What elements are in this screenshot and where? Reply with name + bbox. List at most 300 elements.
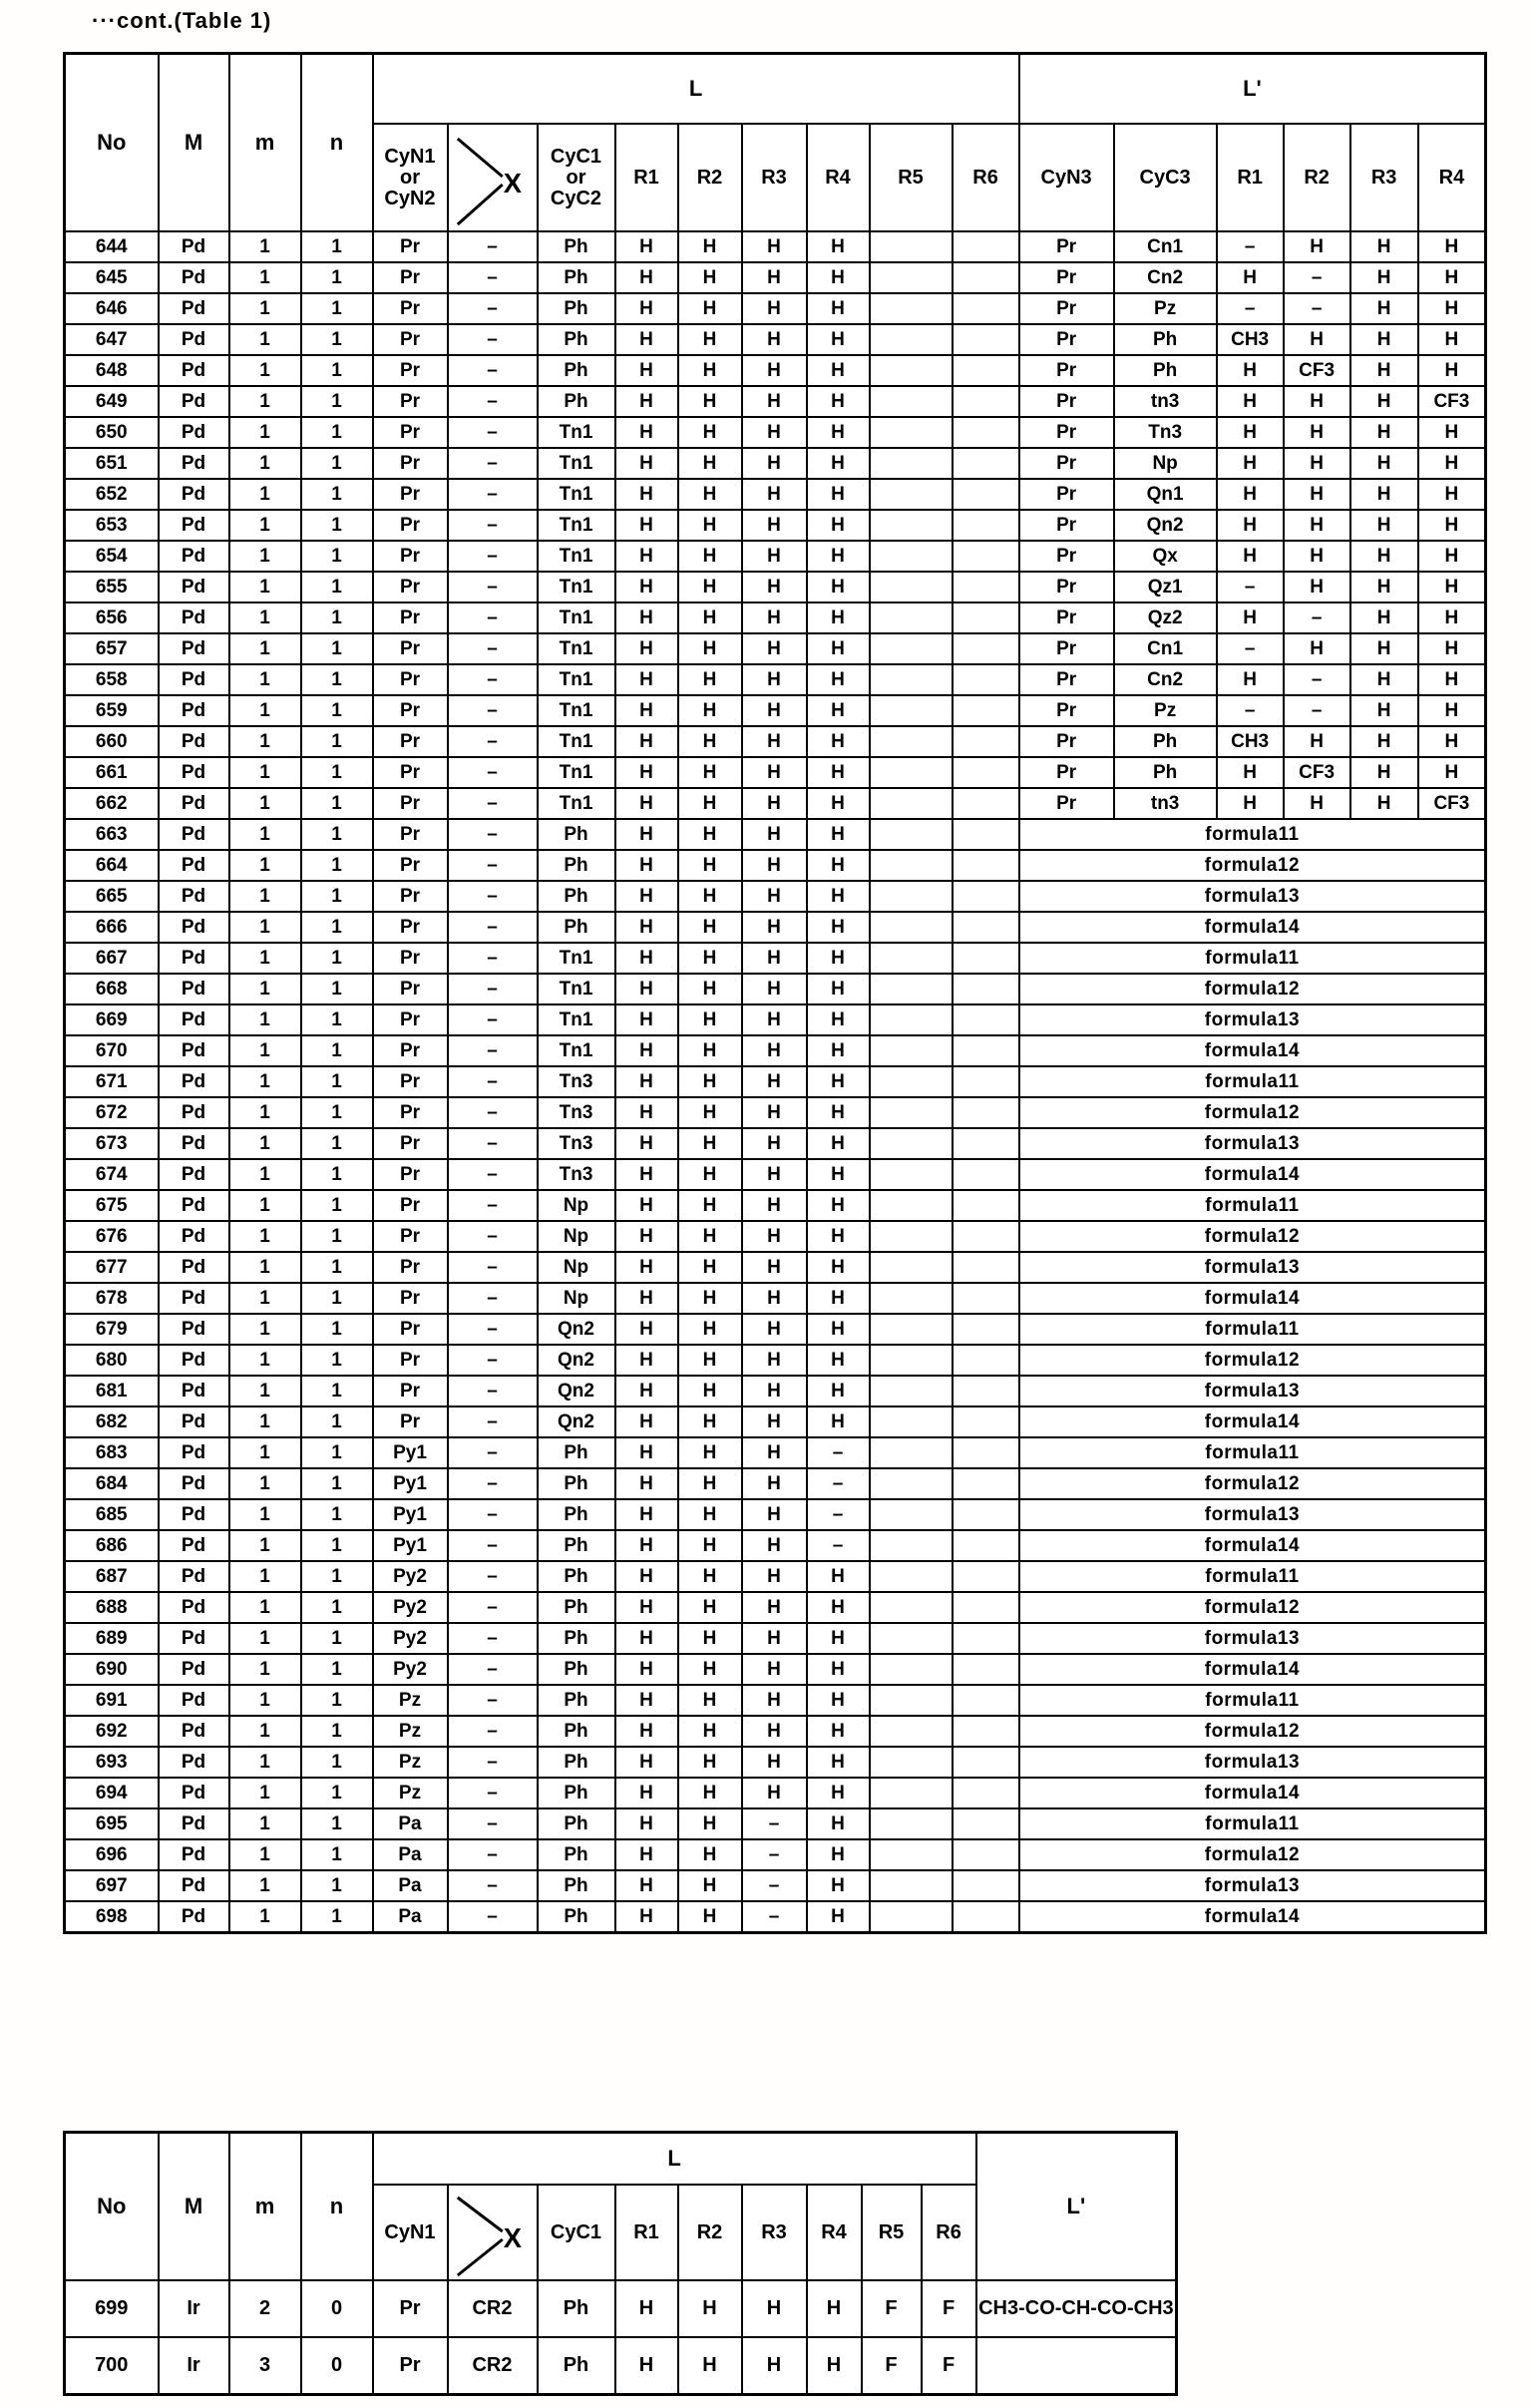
header-r2: R2 bbox=[678, 124, 742, 231]
cell-r5 bbox=[870, 1778, 953, 1808]
cell-n: 1 bbox=[301, 262, 373, 293]
cell-cyc1: Ph bbox=[538, 1561, 615, 1592]
cell-no: 698 bbox=[65, 1901, 159, 1933]
cell-r3: H bbox=[742, 1592, 807, 1623]
cell-cyn3: Pr bbox=[1019, 324, 1114, 355]
table-row bbox=[65, 1406, 1486, 1437]
cell-lprime-formula: formula14 bbox=[1019, 1530, 1486, 1561]
cell-r5 bbox=[870, 262, 953, 293]
cell-r5 bbox=[870, 1437, 953, 1468]
table-row bbox=[65, 293, 1486, 324]
cell-cyn1: Pr bbox=[373, 293, 448, 324]
table-row bbox=[65, 324, 1486, 355]
cell-cyc3: Qn1 bbox=[1114, 479, 1217, 510]
cell-r5 bbox=[870, 1283, 953, 1314]
table-row bbox=[65, 448, 1486, 479]
cell-r1: H bbox=[615, 850, 678, 881]
cell-cyc3: Qz2 bbox=[1114, 602, 1217, 633]
cell-r4: H bbox=[807, 1004, 870, 1035]
cell-r4: H bbox=[807, 386, 870, 417]
cell-r1: H bbox=[615, 695, 678, 726]
cell-x: – bbox=[448, 1314, 538, 1345]
cell-lp-r3: H bbox=[1350, 231, 1418, 262]
table-row bbox=[65, 572, 1486, 602]
cell-r4: H bbox=[807, 1035, 870, 1066]
cell-lprime-formula: formula14 bbox=[1019, 1283, 1486, 1314]
cell-cyc3: Qn2 bbox=[1114, 510, 1217, 541]
cell-r4: H bbox=[807, 1283, 870, 1314]
cell-x: – bbox=[448, 819, 538, 850]
cell-r6 bbox=[953, 262, 1019, 293]
cell-x: – bbox=[448, 448, 538, 479]
cell-lp-r1: CH3 bbox=[1217, 726, 1284, 757]
cell-r4: H bbox=[807, 850, 870, 881]
cell-metal: Pd bbox=[159, 1159, 229, 1190]
cell-cyc1: Tn3 bbox=[538, 1097, 615, 1128]
cell-r2: H bbox=[678, 1283, 742, 1314]
cell-r3: – bbox=[742, 1808, 807, 1839]
cell-cyn3: Pr bbox=[1019, 510, 1114, 541]
cell-lp-r3: H bbox=[1350, 262, 1418, 293]
cell-r3: H bbox=[742, 1530, 807, 1561]
cell-cyc3: Cn1 bbox=[1114, 633, 1217, 664]
cell-r6 bbox=[953, 881, 1019, 912]
cell-r1: H bbox=[615, 417, 678, 448]
cell-r3: H bbox=[742, 1406, 807, 1437]
cell-r3: H bbox=[742, 943, 807, 974]
cell-lprime-formula: formula12 bbox=[1019, 1716, 1486, 1747]
cell-cyn3: Pr bbox=[1019, 726, 1114, 757]
cell-metal: Pd bbox=[159, 1685, 229, 1716]
cell-n: 1 bbox=[301, 726, 373, 757]
cell-x: – bbox=[448, 850, 538, 881]
cell-x: – bbox=[448, 1128, 538, 1159]
cell-m: 1 bbox=[229, 1035, 301, 1066]
table-row bbox=[65, 355, 1486, 386]
cell-no: 656 bbox=[65, 602, 159, 633]
table-row bbox=[65, 1283, 1486, 1314]
cell-m: 1 bbox=[229, 1870, 301, 1901]
cell-r6 bbox=[953, 1685, 1019, 1716]
cell-lp-r4: H bbox=[1418, 541, 1486, 572]
cell-x: – bbox=[448, 417, 538, 448]
cell-metal: Pd bbox=[159, 1314, 229, 1345]
cell-r6: F bbox=[922, 2280, 976, 2337]
cell-r6 bbox=[953, 1437, 1019, 1468]
cell-cyc1: Tn1 bbox=[538, 448, 615, 479]
cell-lp-r1: H bbox=[1217, 355, 1284, 386]
cell-m: 1 bbox=[229, 1561, 301, 1592]
cell-n: 1 bbox=[301, 1901, 373, 1933]
cell-r1: H bbox=[615, 912, 678, 943]
cell-m: 1 bbox=[229, 355, 301, 386]
cell-r4: H bbox=[807, 602, 870, 633]
cell-m: 1 bbox=[229, 850, 301, 881]
cell-no: 660 bbox=[65, 726, 159, 757]
cell-r2: H bbox=[678, 633, 742, 664]
cell-no: 650 bbox=[65, 417, 159, 448]
cell-m: 1 bbox=[229, 974, 301, 1004]
cell-r6 bbox=[953, 1376, 1019, 1406]
cell-lp-r3: H bbox=[1350, 695, 1418, 726]
cell-n: 1 bbox=[301, 757, 373, 788]
cell-m: 1 bbox=[229, 1345, 301, 1376]
cell-r6 bbox=[953, 912, 1019, 943]
cell-no: 652 bbox=[65, 479, 159, 510]
cell-cyc1: Tn1 bbox=[538, 417, 615, 448]
cell-r5 bbox=[870, 1221, 953, 1252]
cell-r2: H bbox=[678, 293, 742, 324]
table-row bbox=[65, 757, 1486, 788]
cell-n: 1 bbox=[301, 510, 373, 541]
cell-no: 688 bbox=[65, 1592, 159, 1623]
cell-cyn1: Pr bbox=[373, 974, 448, 1004]
cell-r5 bbox=[870, 355, 953, 386]
table-row bbox=[65, 602, 1486, 633]
cell-no: 680 bbox=[65, 1345, 159, 1376]
cell-cyn1: Pr bbox=[373, 912, 448, 943]
table-row bbox=[65, 1530, 1486, 1561]
cell-metal: Pd bbox=[159, 1283, 229, 1314]
header-l-group: L bbox=[373, 2133, 976, 2186]
cell-r1: H bbox=[615, 1808, 678, 1839]
cell-r3: H bbox=[742, 1437, 807, 1468]
cell-n: 0 bbox=[301, 2337, 373, 2395]
cell-cyc1: Np bbox=[538, 1190, 615, 1221]
cell-x: – bbox=[448, 664, 538, 695]
cell-r4: H bbox=[807, 757, 870, 788]
cell-r3: H bbox=[742, 819, 807, 850]
cell-r6 bbox=[953, 1623, 1019, 1654]
cell-n: 1 bbox=[301, 1839, 373, 1870]
cell-m: 1 bbox=[229, 1283, 301, 1314]
cell-r2: H bbox=[678, 1716, 742, 1747]
cell-n: 1 bbox=[301, 1097, 373, 1128]
cell-r5 bbox=[870, 448, 953, 479]
cell-r4: H bbox=[807, 1252, 870, 1283]
cell-cyc3: Np bbox=[1114, 448, 1217, 479]
cell-r4: H bbox=[807, 974, 870, 1004]
cell-lprime-formula: formula12 bbox=[1019, 1221, 1486, 1252]
cell-x: – bbox=[448, 1190, 538, 1221]
cell-r4: H bbox=[807, 943, 870, 974]
cell-m: 1 bbox=[229, 1747, 301, 1778]
cell-m: 1 bbox=[229, 788, 301, 819]
cell-r2: H bbox=[678, 231, 742, 262]
cell-r4: H bbox=[807, 293, 870, 324]
cell-lp-r2: H bbox=[1284, 479, 1350, 510]
cell-r1: H bbox=[615, 943, 678, 974]
cell-cyn1: Pr bbox=[373, 1159, 448, 1190]
cell-x: – bbox=[448, 726, 538, 757]
cell-lp-r1: – bbox=[1217, 293, 1284, 324]
cell-n: 1 bbox=[301, 1623, 373, 1654]
cell-r5 bbox=[870, 1716, 953, 1747]
cell-cyn1: Pr bbox=[373, 1221, 448, 1252]
cell-metal: Pd bbox=[159, 572, 229, 602]
cell-no: 646 bbox=[65, 293, 159, 324]
cell-x: CR2 bbox=[448, 2337, 538, 2395]
cell-r6 bbox=[953, 417, 1019, 448]
cell-x: – bbox=[448, 1468, 538, 1499]
cell-lprime-formula: formula11 bbox=[1019, 1190, 1486, 1221]
cell-lp-r3: H bbox=[1350, 788, 1418, 819]
cell-lp-r1: H bbox=[1217, 757, 1284, 788]
cell-r2: H bbox=[678, 664, 742, 695]
cell-r6 bbox=[953, 1747, 1019, 1778]
cell-r3: H bbox=[742, 417, 807, 448]
cell-no: 675 bbox=[65, 1190, 159, 1221]
cell-r1: H bbox=[615, 1901, 678, 1933]
cell-r4: H bbox=[807, 726, 870, 757]
cell-r5 bbox=[870, 1252, 953, 1283]
cell-r2: H bbox=[678, 1128, 742, 1159]
table-row bbox=[65, 1097, 1486, 1128]
cell-r1: H bbox=[615, 231, 678, 262]
cell-x: – bbox=[448, 1221, 538, 1252]
cell-no: 673 bbox=[65, 1128, 159, 1159]
cell-cyc1: Tn1 bbox=[538, 633, 615, 664]
header-cyn3: CyN3 bbox=[1019, 124, 1114, 231]
cell-x: – bbox=[448, 912, 538, 943]
cell-r5 bbox=[870, 1901, 953, 1933]
cell-r3: H bbox=[742, 1159, 807, 1190]
cell-r3: H bbox=[742, 912, 807, 943]
cell-cyn1: Pr bbox=[373, 1406, 448, 1437]
cell-lprime-formula: formula14 bbox=[1019, 1035, 1486, 1066]
cell-x: – bbox=[448, 324, 538, 355]
cell-metal: Pd bbox=[159, 1345, 229, 1376]
cell-r6 bbox=[953, 1097, 1019, 1128]
cell-r4: H bbox=[807, 231, 870, 262]
cell-lprime-formula: formula13 bbox=[1019, 1499, 1486, 1530]
cell-r5 bbox=[870, 1654, 953, 1685]
cell-lp-r1: H bbox=[1217, 448, 1284, 479]
cell-n: 1 bbox=[301, 1128, 373, 1159]
table-row bbox=[65, 1128, 1486, 1159]
cell-r1: H bbox=[615, 1870, 678, 1901]
cell-lprime-formula: formula11 bbox=[1019, 1437, 1486, 1468]
cell-r5 bbox=[870, 1406, 953, 1437]
cell-x: – bbox=[448, 1035, 538, 1066]
cell-r6 bbox=[953, 726, 1019, 757]
cell-r1: H bbox=[615, 386, 678, 417]
cell-r4: H bbox=[807, 324, 870, 355]
cell-cyc3: Tn3 bbox=[1114, 417, 1217, 448]
cell-r3: H bbox=[742, 2337, 807, 2395]
cell-n: 1 bbox=[301, 1654, 373, 1685]
table-row bbox=[65, 912, 1486, 943]
cell-x: – bbox=[448, 788, 538, 819]
cell-r6 bbox=[953, 1870, 1019, 1901]
cell-cyc1: Tn1 bbox=[538, 1004, 615, 1035]
table-row bbox=[65, 943, 1486, 974]
cell-n: 1 bbox=[301, 1004, 373, 1035]
header-m: m bbox=[229, 2133, 301, 2281]
cell-n: 1 bbox=[301, 664, 373, 695]
cell-lp-r2: H bbox=[1284, 448, 1350, 479]
table-row bbox=[65, 1468, 1486, 1499]
cell-r4: H bbox=[807, 448, 870, 479]
cell-r1: H bbox=[615, 324, 678, 355]
cell-r5 bbox=[870, 1561, 953, 1592]
cell-lp-r1: H bbox=[1217, 386, 1284, 417]
cell-lp-r4: H bbox=[1418, 664, 1486, 695]
cell-m: 1 bbox=[229, 1530, 301, 1561]
table-row bbox=[65, 695, 1486, 726]
cell-m: 1 bbox=[229, 881, 301, 912]
cell-no: 668 bbox=[65, 974, 159, 1004]
cell-m: 1 bbox=[229, 262, 301, 293]
table-row bbox=[65, 262, 1486, 293]
cell-x: – bbox=[448, 1437, 538, 1468]
header-lp-r3: R3 bbox=[1350, 124, 1418, 231]
cell-r6 bbox=[953, 943, 1019, 974]
cell-cyc1: Qn2 bbox=[538, 1345, 615, 1376]
cell-metal: Pd bbox=[159, 757, 229, 788]
cell-cyn3: Pr bbox=[1019, 788, 1114, 819]
header-x-label: X bbox=[503, 2221, 522, 2254]
cell-metal: Pd bbox=[159, 355, 229, 386]
cell-r6 bbox=[953, 1035, 1019, 1066]
cell-r3: H bbox=[742, 974, 807, 1004]
cell-n: 1 bbox=[301, 912, 373, 943]
cell-r3: H bbox=[742, 1716, 807, 1747]
cell-r3: H bbox=[742, 541, 807, 572]
cell-r5 bbox=[870, 1376, 953, 1406]
table-row bbox=[65, 1716, 1486, 1747]
cell-r2: H bbox=[678, 943, 742, 974]
cell-r1: H bbox=[615, 1716, 678, 1747]
cell-lp-r1: – bbox=[1217, 572, 1284, 602]
cell-cyc3: Cn2 bbox=[1114, 664, 1217, 695]
cell-lp-r4: CF3 bbox=[1418, 386, 1486, 417]
cell-cyn1: Pr bbox=[373, 1004, 448, 1035]
cell-lp-r4: H bbox=[1418, 726, 1486, 757]
cell-r4: – bbox=[807, 1468, 870, 1499]
cell-r6 bbox=[953, 788, 1019, 819]
cell-lp-r2: – bbox=[1284, 293, 1350, 324]
header-metal: M bbox=[159, 54, 229, 232]
cell-no: 676 bbox=[65, 1221, 159, 1252]
cell-lprime-formula: formula12 bbox=[1019, 1345, 1486, 1376]
cell-r2: H bbox=[678, 1376, 742, 1406]
cell-m: 1 bbox=[229, 1437, 301, 1468]
cell-r4: H bbox=[807, 479, 870, 510]
cell-cyn1: Pr bbox=[373, 572, 448, 602]
cell-n: 1 bbox=[301, 1685, 373, 1716]
cell-cyc1: Ph bbox=[538, 1499, 615, 1530]
cell-n: 1 bbox=[301, 479, 373, 510]
cell-r6 bbox=[953, 1406, 1019, 1437]
table-row bbox=[65, 1685, 1486, 1716]
cell-r3: H bbox=[742, 1499, 807, 1530]
cell-m: 1 bbox=[229, 231, 301, 262]
cell-metal: Pd bbox=[159, 974, 229, 1004]
cell-metal: Pd bbox=[159, 1468, 229, 1499]
cell-r3: H bbox=[742, 881, 807, 912]
table-row bbox=[65, 386, 1486, 417]
cell-m: 1 bbox=[229, 1623, 301, 1654]
cell-lprime-formula: formula13 bbox=[1019, 1376, 1486, 1406]
cell-r1: H bbox=[615, 1066, 678, 1097]
cell-r1: H bbox=[615, 974, 678, 1004]
cell-x: – bbox=[448, 757, 538, 788]
cell-cyn1: Pz bbox=[373, 1685, 448, 1716]
cell-r5 bbox=[870, 850, 953, 881]
cell-r4: H bbox=[807, 1685, 870, 1716]
cell-no: 645 bbox=[65, 262, 159, 293]
cell-n: 1 bbox=[301, 602, 373, 633]
cell-r2: H bbox=[678, 262, 742, 293]
cell-r3: H bbox=[742, 1004, 807, 1035]
cell-m: 1 bbox=[229, 1252, 301, 1283]
cell-lp-r1: – bbox=[1217, 231, 1284, 262]
header-group-row bbox=[65, 2133, 1177, 2186]
cell-r4: H bbox=[807, 1839, 870, 1870]
cell-x: – bbox=[448, 1376, 538, 1406]
cell-no: 657 bbox=[65, 633, 159, 664]
table-row bbox=[65, 1066, 1486, 1097]
cell-cyc1: Tn1 bbox=[538, 974, 615, 1004]
cell-r4: H bbox=[807, 881, 870, 912]
cell-r2: H bbox=[678, 1870, 742, 1901]
cell-r3: H bbox=[742, 1778, 807, 1808]
cell-lp-r1: – bbox=[1217, 695, 1284, 726]
cell-r6 bbox=[953, 1159, 1019, 1190]
cell-r4: H bbox=[807, 1376, 870, 1406]
cell-r1: H bbox=[615, 819, 678, 850]
cell-m: 2 bbox=[229, 2280, 301, 2337]
cell-r6 bbox=[953, 1221, 1019, 1252]
cell-x: – bbox=[448, 1004, 538, 1035]
cell-r1: H bbox=[615, 726, 678, 757]
header-lprime: L' bbox=[976, 2133, 1177, 2281]
cell-cyn3: Pr bbox=[1019, 355, 1114, 386]
cell-lp-r1: CH3 bbox=[1217, 324, 1284, 355]
cell-cyn3: Pr bbox=[1019, 386, 1114, 417]
cell-r4: H bbox=[807, 912, 870, 943]
cell-r6 bbox=[953, 1901, 1019, 1933]
table-row bbox=[65, 1159, 1486, 1190]
cell-cyn1: Pz bbox=[373, 1778, 448, 1808]
cell-no: 663 bbox=[65, 819, 159, 850]
cell-cyn1: Pr bbox=[373, 1283, 448, 1314]
cell-r6 bbox=[953, 572, 1019, 602]
second-table bbox=[63, 2131, 1178, 2396]
header-r1: R1 bbox=[615, 124, 678, 231]
cell-r2: H bbox=[678, 1314, 742, 1345]
cell-r6 bbox=[953, 386, 1019, 417]
cell-x: – bbox=[448, 1778, 538, 1808]
cell-m: 1 bbox=[229, 572, 301, 602]
cell-lprime-formula: formula12 bbox=[1019, 1839, 1486, 1870]
cell-m: 1 bbox=[229, 1839, 301, 1870]
cell-m: 1 bbox=[229, 1406, 301, 1437]
cell-cyn1: Pr bbox=[373, 479, 448, 510]
cell-lprime-formula: formula11 bbox=[1019, 943, 1486, 974]
cell-r3: H bbox=[742, 1468, 807, 1499]
cell-r5 bbox=[870, 1097, 953, 1128]
cell-r5 bbox=[870, 572, 953, 602]
cell-metal: Ir bbox=[159, 2280, 229, 2337]
cell-x: – bbox=[448, 1345, 538, 1376]
cell-n: 1 bbox=[301, 1778, 373, 1808]
cell-metal: Pd bbox=[159, 1221, 229, 1252]
cell-m: 1 bbox=[229, 1778, 301, 1808]
cell-lp-r2: H bbox=[1284, 726, 1350, 757]
cell-n: 1 bbox=[301, 974, 373, 1004]
